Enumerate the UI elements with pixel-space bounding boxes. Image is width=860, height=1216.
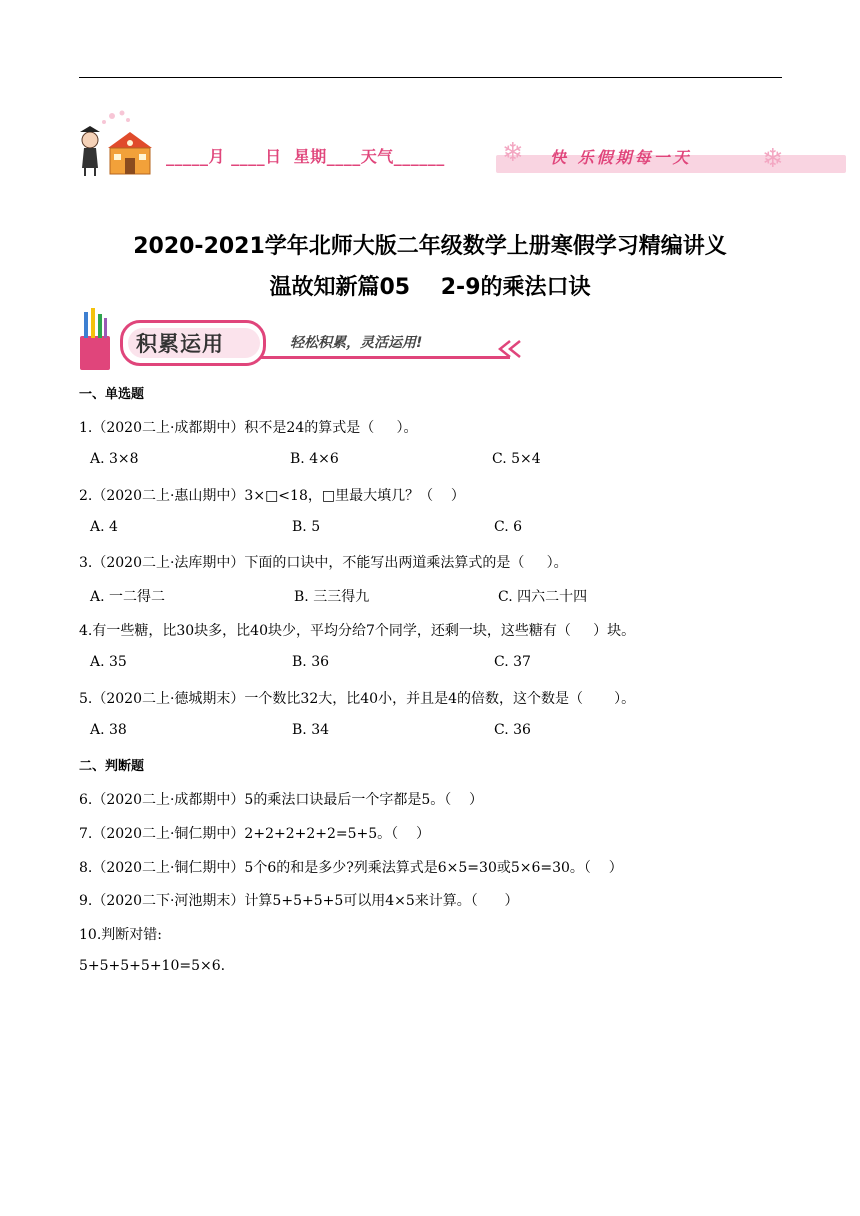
option-4c: C. 37 xyxy=(494,654,531,670)
option-1a: A. 3×8 xyxy=(90,451,139,467)
question-6: 6.（2020二上·成都期中）5的乘法口诀最后一个字都是5。（ ） xyxy=(79,792,484,808)
section-title: 积累运用 xyxy=(136,332,224,356)
student-school-illustration xyxy=(76,108,156,180)
document-title: 2020-2021学年北师大版二年级数学上册寒假学习精编讲义 xyxy=(133,234,727,259)
question-2: 2.（2020二上·惠山期中）3×□<18，□里最大填几？（ ） xyxy=(79,488,465,504)
question-9: 9.（2020二下·河池期末）计算5+5+5+5可以用4×5来计算。（ ） xyxy=(79,893,519,909)
slogan-text: 快 乐假期每一天 xyxy=(550,148,692,167)
header-rule xyxy=(79,77,782,78)
snowflake-icon: ❄ xyxy=(762,144,784,174)
section-heading-true-false: 二、判断题 xyxy=(79,759,145,774)
holiday-banner xyxy=(76,108,846,180)
option-3a: A. 一二得二 xyxy=(90,589,166,605)
question-5: 5.（2020二上·德城期末）一个数比32大，比40小，并且是4的倍数，这个数是（ ）。 xyxy=(79,691,636,707)
option-4a: A. 35 xyxy=(90,654,127,670)
option-2c: C. 6 xyxy=(494,519,523,535)
option-1c: C. 5×4 xyxy=(492,451,541,467)
option-1b: B. 4×6 xyxy=(290,451,339,467)
option-4b: B. 36 xyxy=(292,654,330,670)
section-banner xyxy=(76,306,526,372)
double-chevron-left-icon xyxy=(496,339,526,359)
option-5c: C. 36 xyxy=(494,722,531,738)
section-underline xyxy=(260,356,510,359)
option-2b: B. 5 xyxy=(292,519,321,535)
section-heading-single-choice: 一、单选题 xyxy=(79,387,145,402)
question-10: 10.判断对错: xyxy=(79,927,162,943)
pencil-cup-icon xyxy=(76,306,116,372)
question-8: 8.（2020二上·铜仁期中）5个6的和是多少?列乘法算式是6×5=30或5×6=30。（ ） xyxy=(79,860,623,876)
option-3b: B. 三三得九 xyxy=(294,589,370,605)
snowflake-icon: ❄ xyxy=(502,138,524,168)
option-5b: B. 34 xyxy=(292,722,330,738)
question-7: 7.（2020二上·铜仁期中）2+2+2+2+2=5+5。（ ） xyxy=(79,826,430,842)
date-weather-line: _____月 ____日 星期____天气______ xyxy=(166,147,445,166)
question-3: 3.（2020二上·法库期中）下面的口诀中，不能写出两道乘法算式的是（ ）。 xyxy=(79,555,568,571)
option-2a: A. 4 xyxy=(90,519,118,535)
option-3c: C. 四六二十四 xyxy=(498,589,588,605)
question-4: 4.有一些糖，比30块多，比40块少，平均分给7个同学，还剩一块，这些糖有（ ）块。 xyxy=(79,623,636,639)
question-10-statement: 5+5+5+5+10=5×6. xyxy=(79,958,226,974)
section-subtitle: 轻松积累，灵活运用! xyxy=(290,335,423,351)
document-subtitle: 温故知新篇05 2-9的乘法口诀 xyxy=(269,275,591,300)
option-5a: A. 38 xyxy=(90,722,127,738)
question-1: 1.（2020二上·成都期中）积不是24的算式是（ ）。 xyxy=(79,420,418,436)
